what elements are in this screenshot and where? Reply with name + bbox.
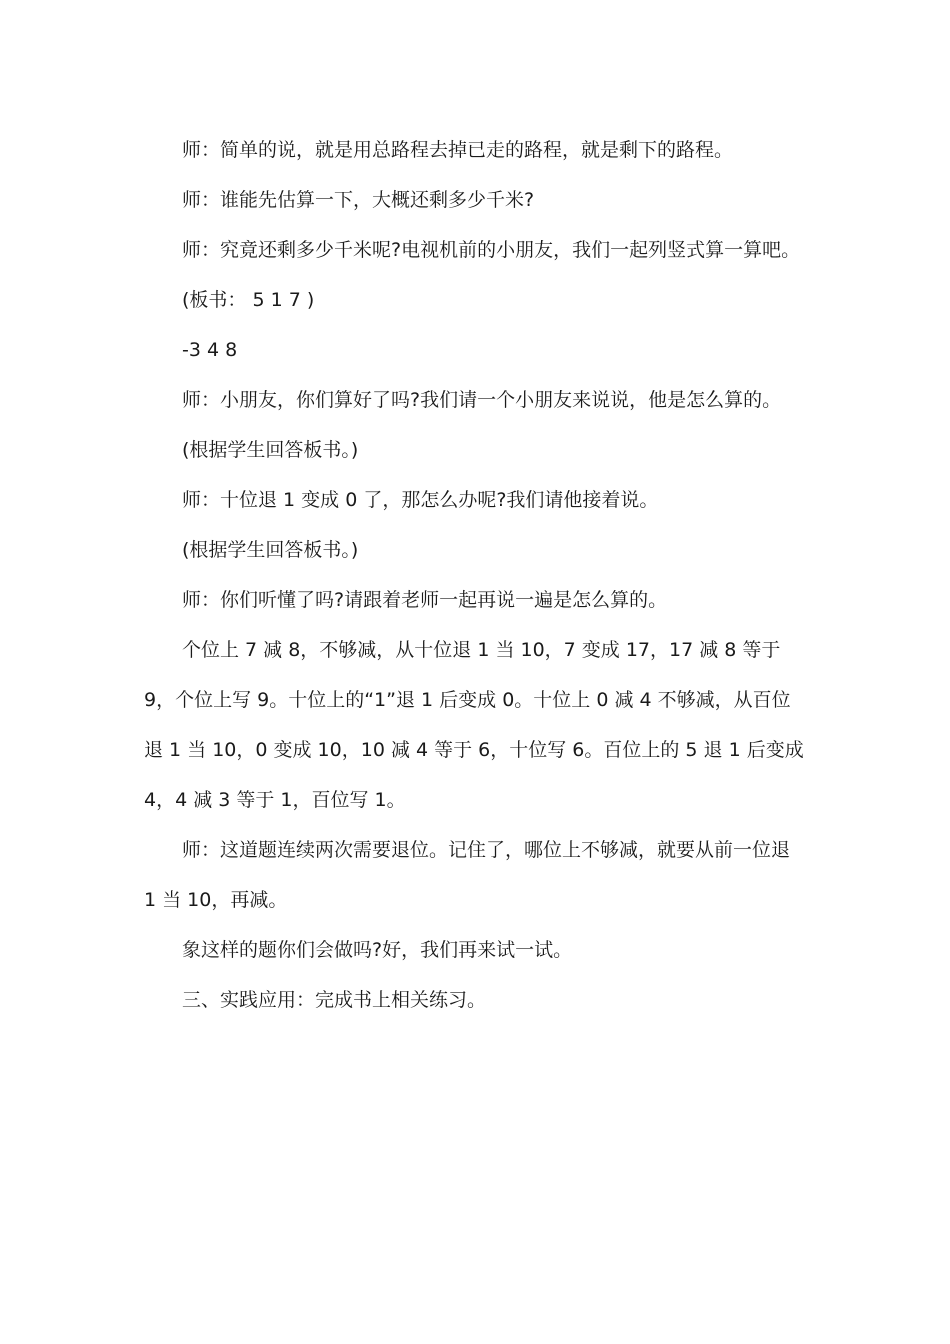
paragraph-teacher-vertical-calc: 师：究竟还剩多少千米呢?电视机前的小朋友，我们一起列竖式算一算吧。 bbox=[182, 239, 801, 261]
paragraph-try-again: 象这样的题你们会做吗?好，我们再来试一试。 bbox=[182, 939, 573, 961]
paragraph-teacher-tens-borrow: 师：十位退 1 变成 0 了，那怎么办呢?我们请他接着说。 bbox=[182, 489, 659, 511]
paragraph-teacher-estimate-question: 师：谁能先估算一下，大概还剩多少千米? bbox=[182, 189, 535, 211]
paragraph-board-note-3: (根据学生回答板书。) bbox=[182, 539, 359, 561]
paragraph-teacher-repeat: 师：你们听懂了吗?请跟着老师一起再说一遍是怎么算的。 bbox=[182, 589, 668, 611]
paragraph-teacher-explanation: 师：简单的说，就是用总路程去掉已走的路程，就是剩下的路程。 bbox=[182, 139, 734, 161]
paragraph-calculation-steps: 个位上 7 减 8，不够减，从十位退 1 当 10，7 变成 17，17 减 8 等于 9，个位上写 9。十位上的“1”退 1 后变成 0。十位上 0 减 4 不够减，从百位退 1 当 10，0 变成 10，10 减 4 等于 6，十位写 6。百位上的 5 退 1 后变成 4，4 减 3 等于 1，百位写 1。 bbox=[144, 639, 804, 811]
paragraph-board-note-2: (根据学生回答板书。) bbox=[182, 439, 359, 461]
paragraph-teacher-summary: 师：这道题连续两次需要退位。记住了，哪位上不够减，就要从前一位退 1 当 10，再减。 bbox=[144, 839, 791, 911]
paragraph-subtrahend: -3 4 8 bbox=[182, 339, 238, 361]
document-body bbox=[144, 125, 806, 1025]
paragraph-teacher-ask-student: 师：小朋友，你们算好了吗?我们请一个小朋友来说说，他是怎么算的。 bbox=[182, 389, 782, 411]
paragraph-section-practice: 三、实践应用：完成书上相关练习。 bbox=[182, 989, 487, 1011]
paragraph-board-note: (板书： 5 1 7 ) bbox=[182, 289, 315, 311]
